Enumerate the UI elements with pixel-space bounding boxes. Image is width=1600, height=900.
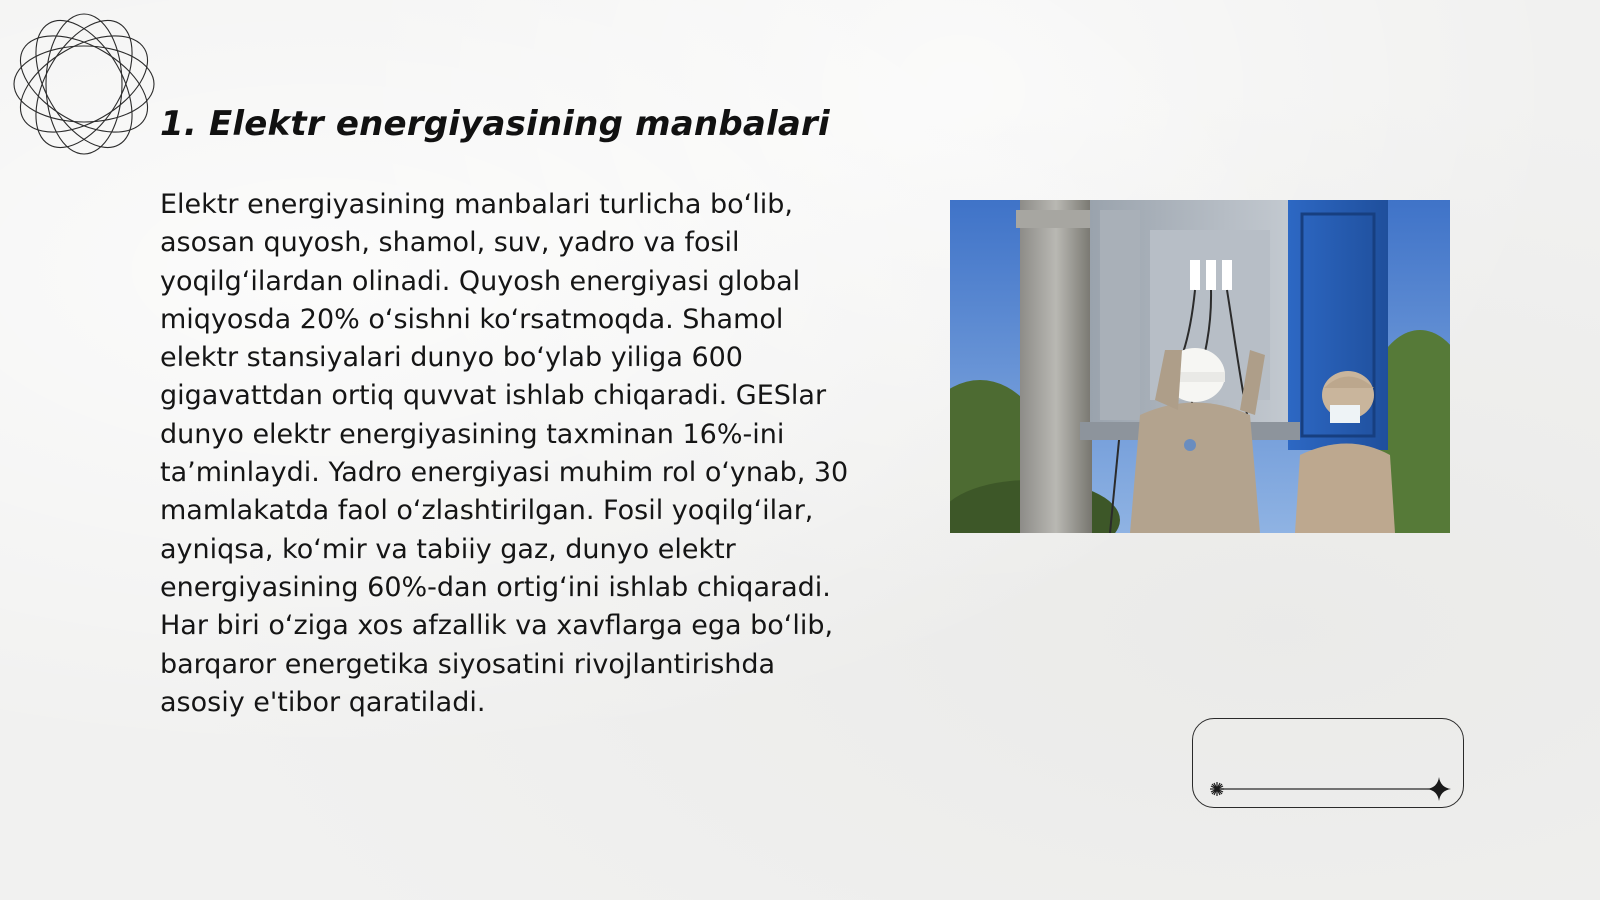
sparkle-icon xyxy=(1427,777,1451,801)
timeline-card xyxy=(1192,718,1464,808)
interlaced-circles-icon xyxy=(8,8,160,160)
slide-title: 1. Elektr energiyasining manbalari xyxy=(160,104,830,144)
body-paragraph: Elektr energiyasining manbalari turlicha bo‘lib, asosan quyosh, shamol, suv, yadro va fosil yoqilg‘ilardan olinadi. Quyosh energiyasi global miqyosda 20% o‘sishni ko‘rsatmoqda. Shamol elektr stansiyalari dunyo bo‘ylab yiliga 600 gigavattdan ortiq quvvat ishlab chiqaradi. GESlar dunyo elektr energiyasining taxminan 16%-ini ta’minlaydi. Yadro energiyasi muhim rol o‘ynab, 30 mamlakatda faol o‘zlashtirilgan. Fosil yoqilg‘ilar, ayniqsa, ko‘mir va tabiiy gaz, dunyo elektr energiyasining 60%-dan ortig‘ini ishlab chiqaradi. Har biri o‘ziga xos afzallik va xavflarga ega bo‘lib, barqaror energetika siyosatini rivojlantirishda asosiy e'tibor qaratiladi. xyxy=(160,189,849,718)
starburst-icon xyxy=(1210,782,1224,796)
photo-electricians xyxy=(950,200,1450,533)
